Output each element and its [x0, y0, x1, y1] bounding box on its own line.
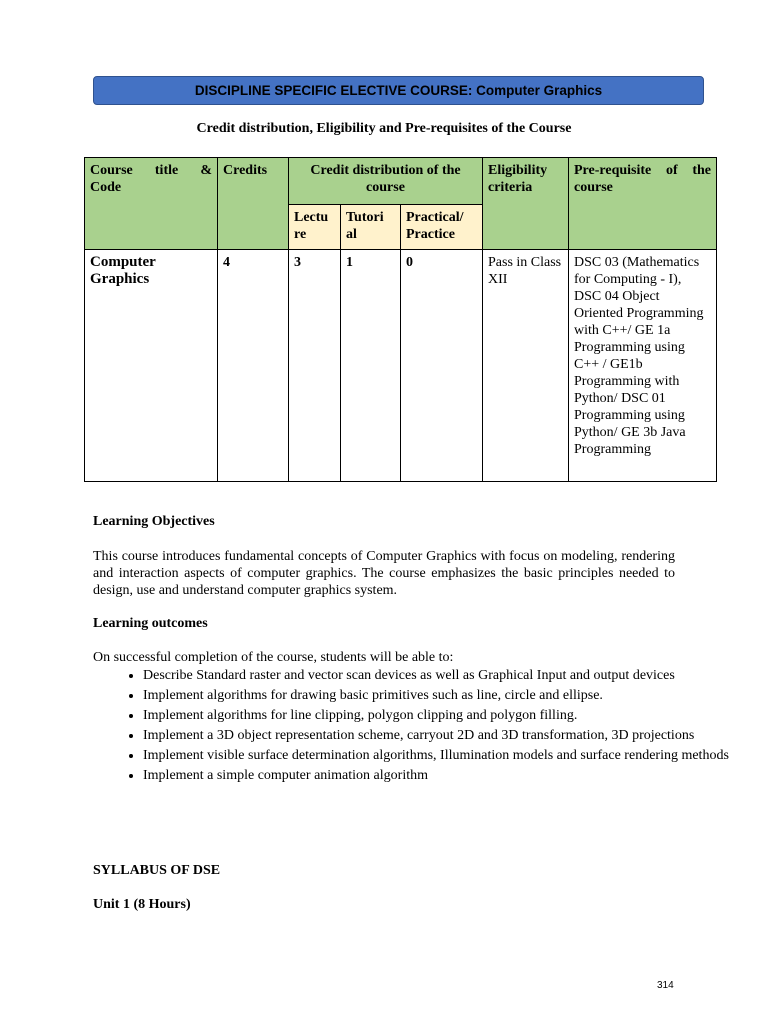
- syllabus-heading: SYLLABUS OF DSE: [93, 863, 221, 878]
- page-number: 314: [657, 980, 674, 991]
- header-practical: Practical/ Practice: [401, 205, 483, 250]
- cell-practical: 0: [401, 250, 483, 482]
- learning-outcomes-intro: On successful completion of the course, students will be able to:: [93, 650, 454, 665]
- cell-eligibility: Pass in Class XII: [483, 250, 569, 482]
- cell-prerequisite: DSC 03 (Mathematics for Computing - I), DSC 04 Object Oriented Programming with C++/ GE 1a Programming using C++ / GE1b Programming with Python/ DSC 01 Programming using Python/ GE 3b Java Programming: [569, 250, 717, 482]
- cell-lecture: 3: [289, 250, 341, 482]
- list-item: • Implement algorithms for drawing basic primitives such as line, circle and ellipse.: [143, 686, 733, 706]
- cell-course-name: Computer Graphics: [85, 250, 218, 482]
- list-item: • Implement a simple computer animation algorithm: [143, 766, 733, 786]
- table-caption: Credit distribution, Eligibility and Pre-requisites of the Course: [196, 121, 572, 136]
- learning-outcomes-heading: Learning outcomes: [93, 616, 208, 631]
- table-row: [85, 250, 717, 482]
- cell-tutorial: 1: [341, 250, 401, 482]
- header-eligibility: Eligibility criteria: [483, 158, 569, 250]
- header-prerequisite: Pre-requisite of the course: [569, 158, 717, 250]
- credit-distribution-table: [84, 157, 717, 482]
- header-credit-distribution: Credit distribution of the course: [289, 158, 483, 205]
- list-item: • Implement a 3D object representation scheme, carryout 2D and 3D transformation, 3D projections: [143, 726, 733, 746]
- course-banner: DISCIPLINE SPECIFIC ELECTIVE COURSE: Computer Graphics: [93, 76, 704, 105]
- header-credits: Credits: [218, 158, 289, 250]
- unit-heading: Unit 1 (8 Hours): [93, 897, 191, 912]
- list-item: • Implement visible surface determination algorithms, Illumination models and surface rendering methods: [143, 746, 733, 766]
- learning-objectives-text: This course introduces fundamental concepts of Computer Graphics with focus on modeling, rendering and interaction aspects of computer graphics. The course emphasizes the basic principles needed to design, use and understand computer graphics system.: [93, 549, 675, 598]
- outcomes-list: [93, 666, 733, 786]
- header-course-title: Course title & Code: [85, 158, 218, 250]
- learning-objectives-heading: Learning Objectives: [93, 514, 215, 529]
- cell-credits: 4: [218, 250, 289, 482]
- header-lecture: Lectu re: [289, 205, 341, 250]
- list-item: • Implement algorithms for line clipping, polygon clipping and polygon filling.: [143, 706, 733, 726]
- header-tutorial: Tutori al: [341, 205, 401, 250]
- list-item: • Describe Standard raster and vector scan devices as well as Graphical Input and output devices: [143, 666, 733, 686]
